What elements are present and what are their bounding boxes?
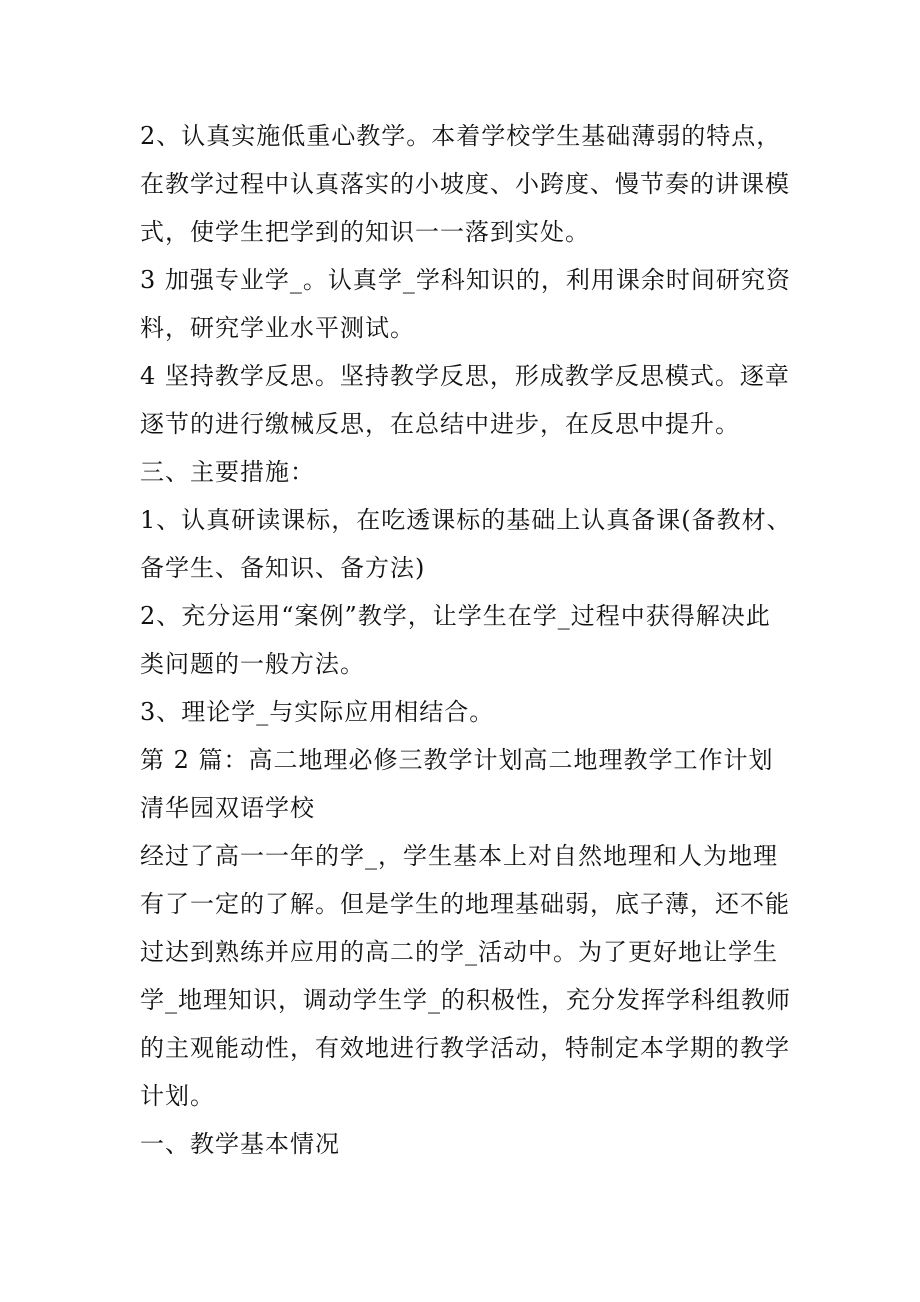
text-line: 有了一定的了解。但是学生的地理基础弱，底子薄，还不能 — [140, 890, 790, 918]
text-line: 1、认真研读课标，在吃透课标的基础上认真备课(备教材、 — [140, 506, 792, 534]
section-heading: 三、主要措施： — [140, 458, 315, 486]
text-line: 的主观能动性，有效地进行教学活动，特制定本学期的教学 — [140, 1034, 790, 1062]
text-line: 计划。 — [140, 1082, 215, 1110]
text-line: 在教学过程中认真落实的小坡度、小跨度、慢节奏的讲课模 — [140, 170, 790, 198]
text-line: 经过了高一一年的学_，学生基本上对自然地理和人为地理 — [140, 842, 778, 870]
text-line: 料，研究学业水平测试。 — [140, 314, 415, 342]
text-line: 逐节的进行缴械反思，在总结中进步，在反思中提升。 — [140, 410, 740, 438]
section-heading: 一、教学基本情况 — [140, 1130, 340, 1158]
text-line: 3、理论学_与实际应用相结合。 — [140, 698, 495, 726]
text-line: 2、充分运用“案例”教学，让学生在学_过程中获得解决此 — [140, 602, 771, 630]
text-line: 过达到熟练并应用的高二的学_活动中。为了更好地让学生 — [140, 938, 778, 966]
text-line: 式，使学生把学到的知识一一落到实处。 — [140, 218, 590, 246]
text-line: 2、认真实施低重心教学。本着学校学生基础薄弱的特点， — [140, 122, 782, 150]
text-line: 4 坚持教学反思。坚持教学反思，形成教学反思模式。逐章 — [140, 362, 790, 390]
document-body — [140, 112, 800, 1168]
text-line: 学_地理知识，调动学生学_的积极性，充分发挥学科组教师 — [140, 986, 791, 1014]
text-line: 备学生、备知识、备方法) — [140, 554, 426, 582]
text-line: 类问题的一般方法。 — [140, 650, 365, 678]
article-title: 第 2 篇：高二地理必修三教学计划高二地理教学工作计划 — [140, 746, 774, 774]
text-line: 3 加强专业学_。认真学_学科知识的，利用课余时间研究资 — [140, 266, 791, 294]
school-name: 清华园双语学校 — [140, 794, 315, 822]
